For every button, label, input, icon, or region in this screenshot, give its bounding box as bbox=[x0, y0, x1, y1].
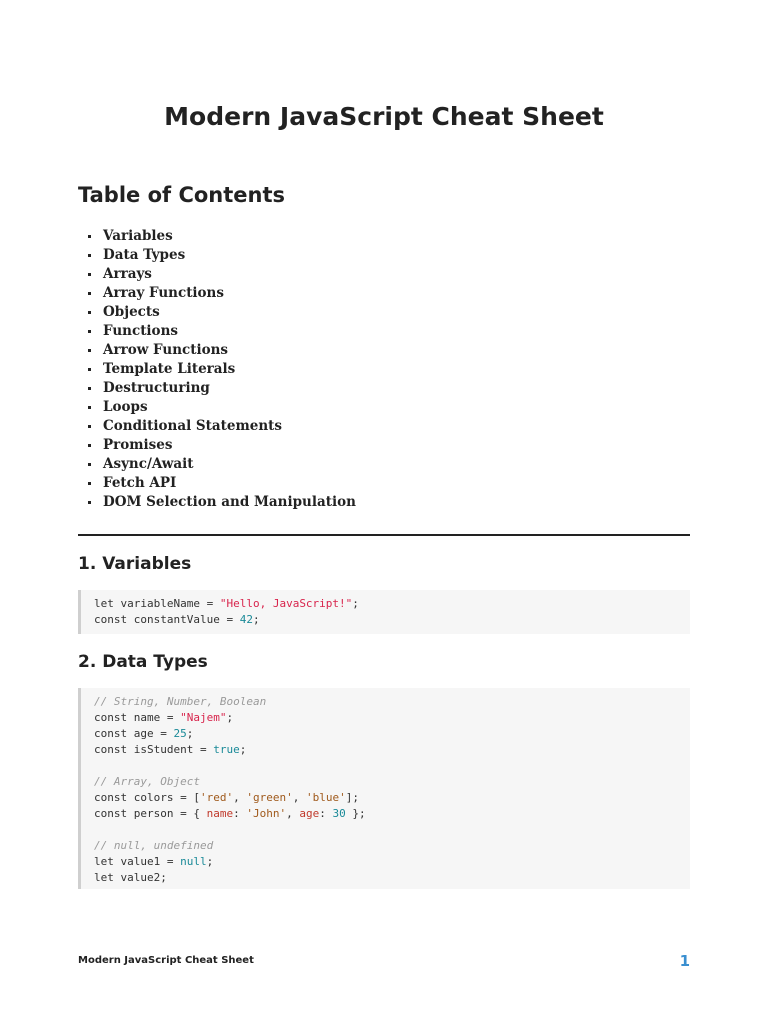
code-token: 25 bbox=[173, 727, 187, 740]
code-token: null bbox=[180, 855, 207, 868]
toc-item[interactable] bbox=[78, 246, 356, 265]
code-token: true bbox=[213, 743, 240, 756]
code-token: ]; bbox=[345, 791, 359, 804]
toc-item-label[interactable]: Variables bbox=[103, 228, 173, 244]
toc-item-label[interactable]: Loops bbox=[103, 399, 148, 415]
code-token: 42 bbox=[239, 613, 253, 626]
bullet-icon bbox=[88, 444, 91, 447]
code-token: const name = bbox=[94, 711, 181, 724]
code-line bbox=[94, 790, 690, 806]
bullet-icon bbox=[88, 387, 91, 390]
code-token: // String, Number, Boolean bbox=[94, 695, 267, 708]
toc-item[interactable] bbox=[78, 227, 356, 246]
code-line bbox=[94, 726, 690, 742]
code-line bbox=[94, 742, 690, 758]
code-line bbox=[94, 774, 690, 790]
toc-item-label[interactable]: Destructuring bbox=[103, 380, 210, 396]
toc-item[interactable] bbox=[78, 398, 356, 417]
toc-item-label[interactable]: Async/Await bbox=[103, 456, 194, 472]
bullet-icon bbox=[88, 254, 91, 257]
code-line bbox=[94, 694, 690, 710]
code-token: const colors = [ bbox=[94, 791, 200, 804]
bullet-icon bbox=[88, 235, 91, 238]
toc-item-label[interactable]: Data Types bbox=[103, 247, 186, 263]
bullet-icon bbox=[88, 425, 91, 428]
toc-item-label[interactable]: Arrays bbox=[103, 266, 152, 282]
code-token: ; bbox=[206, 855, 214, 868]
toc-item[interactable] bbox=[78, 322, 356, 341]
code-token: 30 bbox=[332, 807, 346, 820]
code-token: name bbox=[206, 807, 234, 820]
bullet-icon bbox=[88, 292, 91, 295]
code-line bbox=[94, 870, 690, 886]
section-heading-data-types: 2. Data Types bbox=[78, 652, 208, 672]
bullet-icon bbox=[88, 463, 91, 466]
code-token: : bbox=[319, 807, 333, 820]
code-token: ; bbox=[226, 711, 234, 724]
horizontal-divider bbox=[78, 534, 690, 536]
bullet-icon bbox=[88, 330, 91, 333]
toc-item[interactable] bbox=[78, 455, 356, 474]
section-heading-variables: 1. Variables bbox=[78, 554, 192, 574]
code-token: const person = { bbox=[94, 807, 207, 820]
code-token: ; bbox=[252, 613, 260, 626]
toc-item-label[interactable]: Conditional Statements bbox=[103, 418, 282, 434]
code-token: 'red' bbox=[199, 791, 234, 804]
code-token: const constantValue = bbox=[94, 613, 240, 626]
bullet-icon bbox=[88, 273, 91, 276]
code-token: const age = bbox=[94, 727, 174, 740]
code-token: , bbox=[292, 791, 306, 804]
code-line bbox=[94, 806, 690, 822]
toc-item[interactable] bbox=[78, 379, 356, 398]
toc-item-label[interactable]: Fetch API bbox=[103, 475, 177, 491]
table-of-contents bbox=[78, 227, 356, 512]
code-token: let value2; bbox=[94, 871, 167, 884]
code-token: , bbox=[286, 807, 300, 820]
code-line bbox=[94, 822, 690, 838]
toc-item-label[interactable]: Promises bbox=[103, 437, 173, 453]
bullet-icon bbox=[88, 368, 91, 371]
code-token: 'green' bbox=[246, 791, 293, 804]
code-line bbox=[94, 596, 690, 612]
toc-item[interactable] bbox=[78, 303, 356, 322]
bullet-icon bbox=[88, 406, 91, 409]
code-token: 'blue' bbox=[305, 791, 346, 804]
bullet-icon bbox=[88, 349, 91, 352]
code-line bbox=[94, 758, 690, 774]
toc-item-label[interactable]: Template Literals bbox=[103, 361, 236, 377]
bullet-icon bbox=[88, 311, 91, 314]
toc-item[interactable] bbox=[78, 474, 356, 493]
code-line bbox=[94, 838, 690, 854]
page-title: Modern JavaScript Cheat Sheet bbox=[164, 102, 604, 131]
code-line bbox=[94, 710, 690, 726]
bullet-icon bbox=[88, 482, 91, 485]
toc-item-label[interactable]: Objects bbox=[103, 304, 160, 320]
code-token: ; bbox=[352, 597, 359, 610]
toc-item-label[interactable]: Functions bbox=[103, 323, 178, 339]
footer-title: Modern JavaScript Cheat Sheet bbox=[78, 955, 254, 966]
code-token: "Hello, JavaScript!" bbox=[219, 597, 353, 610]
toc-item-label[interactable]: Arrow Functions bbox=[103, 342, 229, 358]
code-token: "Najem" bbox=[180, 711, 227, 724]
page-number: 1 bbox=[679, 952, 690, 970]
toc-item[interactable] bbox=[78, 436, 356, 455]
toc-item[interactable] bbox=[78, 417, 356, 436]
toc-item[interactable] bbox=[78, 284, 356, 303]
code-token: // Array, Object bbox=[94, 775, 200, 788]
code-token: }; bbox=[345, 807, 366, 820]
code-token: const isStudent = bbox=[94, 743, 214, 756]
toc-item[interactable] bbox=[78, 360, 356, 379]
code-block-variables bbox=[78, 590, 690, 634]
toc-item-label[interactable]: Array Functions bbox=[103, 285, 224, 301]
code-line bbox=[94, 854, 690, 870]
toc-heading: Table of Contents bbox=[78, 183, 286, 207]
bullet-icon bbox=[88, 501, 91, 504]
toc-item[interactable] bbox=[78, 493, 356, 512]
toc-item-label[interactable]: DOM Selection and Manipulation bbox=[103, 494, 356, 510]
code-token: let variableName = bbox=[94, 597, 220, 610]
code-line bbox=[94, 612, 690, 628]
toc-item[interactable] bbox=[78, 341, 356, 360]
code-token: , bbox=[233, 791, 247, 804]
toc-item[interactable] bbox=[78, 265, 356, 284]
code-token: // null, undefined bbox=[94, 839, 214, 852]
code-token: 'John' bbox=[246, 807, 287, 820]
code-block-data-types bbox=[78, 688, 690, 889]
code-token: ; bbox=[186, 727, 194, 740]
code-token: let value1 = bbox=[94, 855, 181, 868]
code-token: age bbox=[299, 807, 320, 820]
code-token: ; bbox=[239, 743, 247, 756]
code-token: : bbox=[233, 807, 247, 820]
